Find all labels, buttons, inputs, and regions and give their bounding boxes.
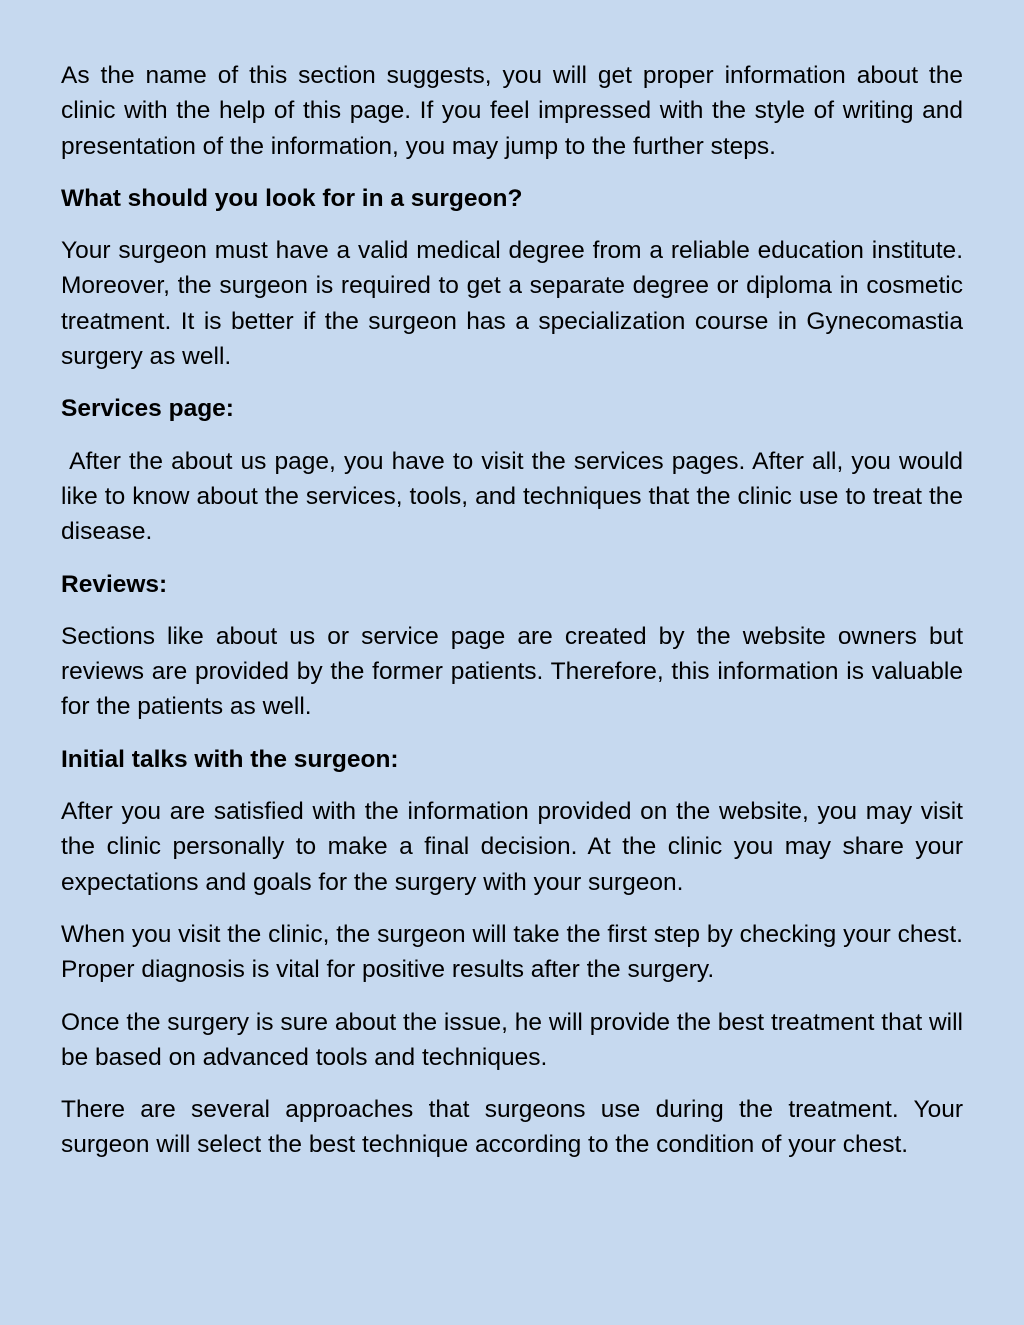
initial-talks-paragraph: After you are satisfied with the information provided on the website, you may visit the clinic personally to make a final decision. At the clinic you may share your expectations and goals for the surgery with your surgeon. bbox=[61, 798, 970, 896]
reviews-paragraph: Sections like about us or service page are created by the website owners but reviews are provided by the former patients. Therefore, this information is valuable for the patients as well. bbox=[61, 622, 970, 721]
surgeon-criteria-paragraph: Your surgeon must have a valid medical degree from a reliable education institute. Moreover, the surgeon is required to get a separate degree or diploma in cosmetic treatment. It is better if the surgeon has a specialization course in Gynecomastia surgery as well. bbox=[61, 237, 970, 371]
services-page-paragraph: After the about us page, you have to visit the services pages. After all, you would like to know about the services, tools, and techniques that the clinic use to treat the disease. bbox=[61, 447, 970, 546]
initial-talks-heading: Initial talks with the surgeon: bbox=[61, 745, 399, 773]
surgeon-criteria-heading: What should you look for in a surgeon? bbox=[61, 184, 523, 212]
intro-paragraph: As the name of this section suggests, you will get proper information about the clinic with the help of this page. If you feel impressed with the style of writing and presentation of the information, you may jump to the further steps. bbox=[61, 62, 970, 160]
services-page-heading: Services page: bbox=[61, 395, 234, 423]
clinic-visit-paragraph: When you visit the clinic, the surgeon will take the first step by checking your chest. Proper diagnosis is vital for positive results after the surgery. bbox=[61, 920, 970, 984]
reviews-heading: Reviews: bbox=[61, 570, 168, 598]
treatment-paragraph: Once the surgery is sure about the issue, he will provide the best treatment that will be based on advanced tools and techniques. bbox=[61, 1008, 970, 1071]
approaches-paragraph: There are several approaches that surgeons use during the treatment. Your surgeon will select the best technique according to the condition of your chest. bbox=[61, 1096, 970, 1159]
